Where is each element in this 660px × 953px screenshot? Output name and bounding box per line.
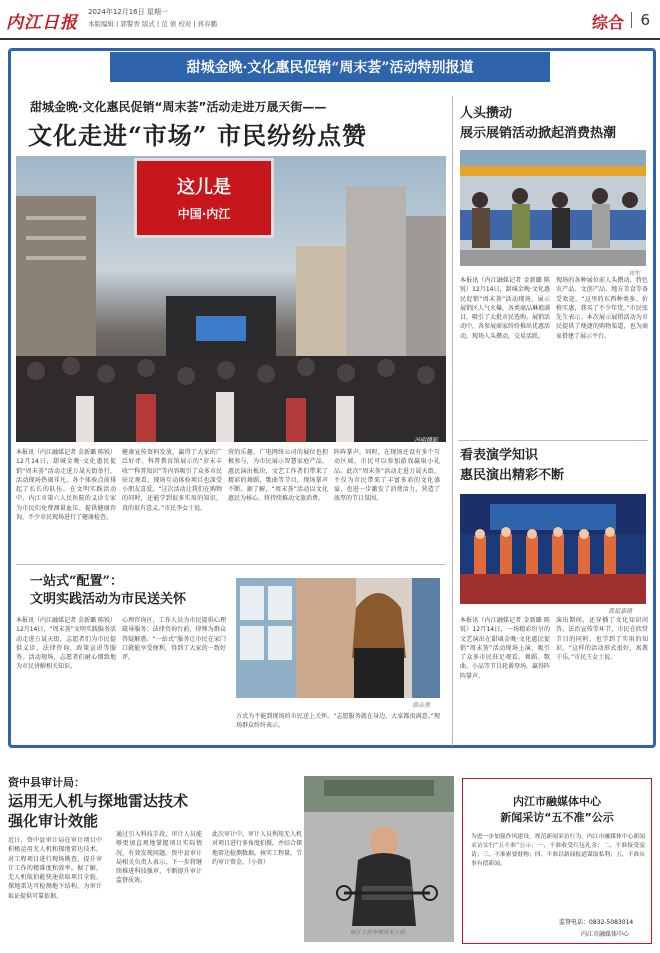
lead-photo [16,156,446,442]
editor-credits: 本版编辑 | 郭警香 版式 | 范 倩 校对 | 蒋春鹏 [88,20,218,28]
bottom-title-2: 强化审计效能 [8,812,99,830]
left-mid-col-3: 方式为不能到现场的市民送上关怀。“志愿服务就在身边，大家都很满意。”现场群众纷纷表示。 [236,713,440,730]
lead-body-col-4: 阵阵掌声。同时，在现场还设有多个互动区域，市民可以参加游戏赢取小礼品。此次“周末荟”活动走进万晟天街，不仅为市民带来了丰富多彩的文化盛宴，也进一步激发了消费活力，营造了浓厚的节日氛围。 [334,449,440,503]
left-mid-photo [236,578,440,698]
notice-title-1: 内江市融媒体中心 [513,795,601,808]
notice-phone: 监督电话：0832-5083014 [559,919,634,926]
right-mid-title-1: 看表演学知识 [460,448,539,463]
left-mid-photo-credit: 郭彦美 [412,702,431,709]
right-top-photo-credit: 刘东 [628,270,641,277]
right-mid-col-1: 本报讯（内江融媒记者 金新璐 陈锐）12月14日，一场精彩纷呈的文艺演出在甜城金晚·文化惠民促销“周末荟”活动现场上演，吸引了众多市民驻足观看。舞蹈、歌曲、小品等节目轮番登场，赢得阵阵掌声。 [460,617,550,680]
bottom-kicker: 资中县审计局： [8,776,85,789]
right-mid-col-2: 演出期间，还穿插了文化知识问答、法治宣传等环节，市民在欣赏节目的同时，也学到了实用的知识。“这样的活动形式很好，寓教于乐。”市民王女士说。 [556,617,648,662]
right-top-col-2: 现场的各种展位前人头攒动，特色农产品、文创产品、地方美食等备受欢迎。“这里的东西种类多、价格实惠，我买了不少年货。”市民张先生表示。本次展示展销活动为市民提供了便捷的购物渠道，也为商家搭建了展示平台。 [556,277,648,340]
right-top-photo [460,150,646,266]
left-mid-title-1: 一站式“配置”： [30,574,123,589]
lead-kicker: 甜城金晚·文化惠民促销“周末荟”活动走进万晟天街—— [30,100,327,114]
bottom-col-2: 通过引入科技手段，审计人员能够更加直观地掌握项目实际情况，有效发现问题。资中县审计局相关负责人表示，下一步将继续推进科技强审，不断提升审计监督质效。 [116,831,202,885]
page-divider [631,12,632,28]
right-mid-title-2: 惠民演出精彩不断 [460,468,565,483]
notice-box [462,778,652,944]
section-divider [458,440,648,441]
bottom-photo-credit: 审计工作中使用无人机 [350,930,406,936]
photo-sign-text-2: 中国·内江 [177,207,231,221]
masthead [0,0,660,40]
section-divider [16,564,446,565]
notice-title-2: 新闻采访“五不准”公示 [500,811,614,824]
column-divider [452,96,453,746]
left-mid-col-2: 心理咨询区，工作人员为市民提供心理疏导服务；法律咨询台前，律师为群众答疑解惑。“一站式”服务让市民在家门口就能享受便利，得到了大家的一致好评。 [122,617,226,662]
right-mid-photo-credit: 黄超嘉摄 [608,608,633,615]
right-top-title-2: 展示展销活动掀起消费热潮 [460,126,617,141]
newspaper-logo: 内江日报 [6,13,78,33]
left-mid-title-2: 文明实践活动为市民送关怀 [30,592,187,607]
notice-footer: 内江市融媒体中心 [581,931,630,938]
bottom-col-3: 此次审计中，审计人员利用无人机对项目进行多角度拍摄，并结合探地雷达检测数据，核实工程量，节约审计资金。（小资） [212,831,302,866]
special-report-banner: 甜城金晚·文化惠民促销“周末荟”活动特别报道 [110,52,550,82]
bottom-title-1: 运用无人机与探地雷达技术 [8,792,189,810]
lead-body-col-3: 营的乐趣。广电网络公司的展位也积极参与，为市民展示智慧家庭产品。惠民演出板块，文艺工作者们带来了精彩的舞蹈、歌曲等节目，现场掌声不断。据了解，“周末荟”活动以文化惠民为核心，将持续推动文旅消费。 [228,449,328,503]
right-top-title-1: 人头攒动 [460,106,513,121]
lead-headline: 文化走进“市场” 市民纷纷点赞 [28,121,367,150]
notice-body: 为进一步加强作风建设，规范新闻采访行为，内江市融媒体中心新闻采访实行“五不准”公示：一、不准收受红包礼金；二、不准接受宴请；三、不准索要财物；四、不准以新闻报道谋取私利；五、不准从事有偿新闻。 [471,834,645,867]
bottom-col-1: 近日，资中县审计局在审计项目中积极运用无人机和探地雷达技术，对工程项目进行现场勘查，提升审计工作的精准度和效率。据了解，无人机航拍能快速获取项目全貌，探地雷达可检测地下结构，为审计取证提供可靠依据。 [8,837,102,900]
right-top-col-1: 本报讯（内江融媒记者 金新璐 陈锐）12月14日，甜城金晚·文化惠民促销“周末荟”活动现场，展示展销区人气火爆，各类商品琳琅满目，吸引了大批市民选购。展销活动中，各参展商家纷纷推出优惠活动，现场人头攒动，交易活跃。 [460,277,550,340]
left-mid-col-1: 本报讯（内江融媒记者 金新璐 陈锐）12月14日，“周末荟”文明实践服务活动走进万晟天街，志愿者们为市民提供义诊、法律咨询、政策宣讲等服务。活动现场，志愿者们耐心细致地为市民讲解相关知识。 [16,617,116,671]
section-name: 综合 [591,13,624,32]
lead-body-col-2: 健康宣传资料发放，赢得了大家的广泛好评。科普教育馆展示的“岁末丰收”“科普知识”等内容吸引了众多市民驻足观看，现场互动体验项目也深受小朋友喜爱。“这次活动让我们在购物的同时，还能学到很多实用的知识，真的很有意义。”市民李女士说。 [122,449,222,512]
photo-sign-text: 这儿是 [177,177,231,198]
page-number: 6 [640,11,650,29]
bottom-photo [304,776,454,942]
lead-photo-credit: 冯明摄影 [414,437,439,444]
photo-sign-board [134,158,274,238]
issue-date: 2024年12月16日 星期一 [88,8,168,16]
lead-body-col-1: 本报讯（内江融媒记者 金新璐 陈锐）12月14日，甜城金晚·文化惠民促销“周末荟”活动走进万晟天街举行，活动现场热闹非凡，各个体验点前排起了长长的队伍。在文明实践活动中，内江市第六人民医院的义诊专家为市民们免费测量血压、提供健康咨询，不少市民现场进行了健康检查。 [16,449,116,522]
right-mid-photo [460,494,646,604]
